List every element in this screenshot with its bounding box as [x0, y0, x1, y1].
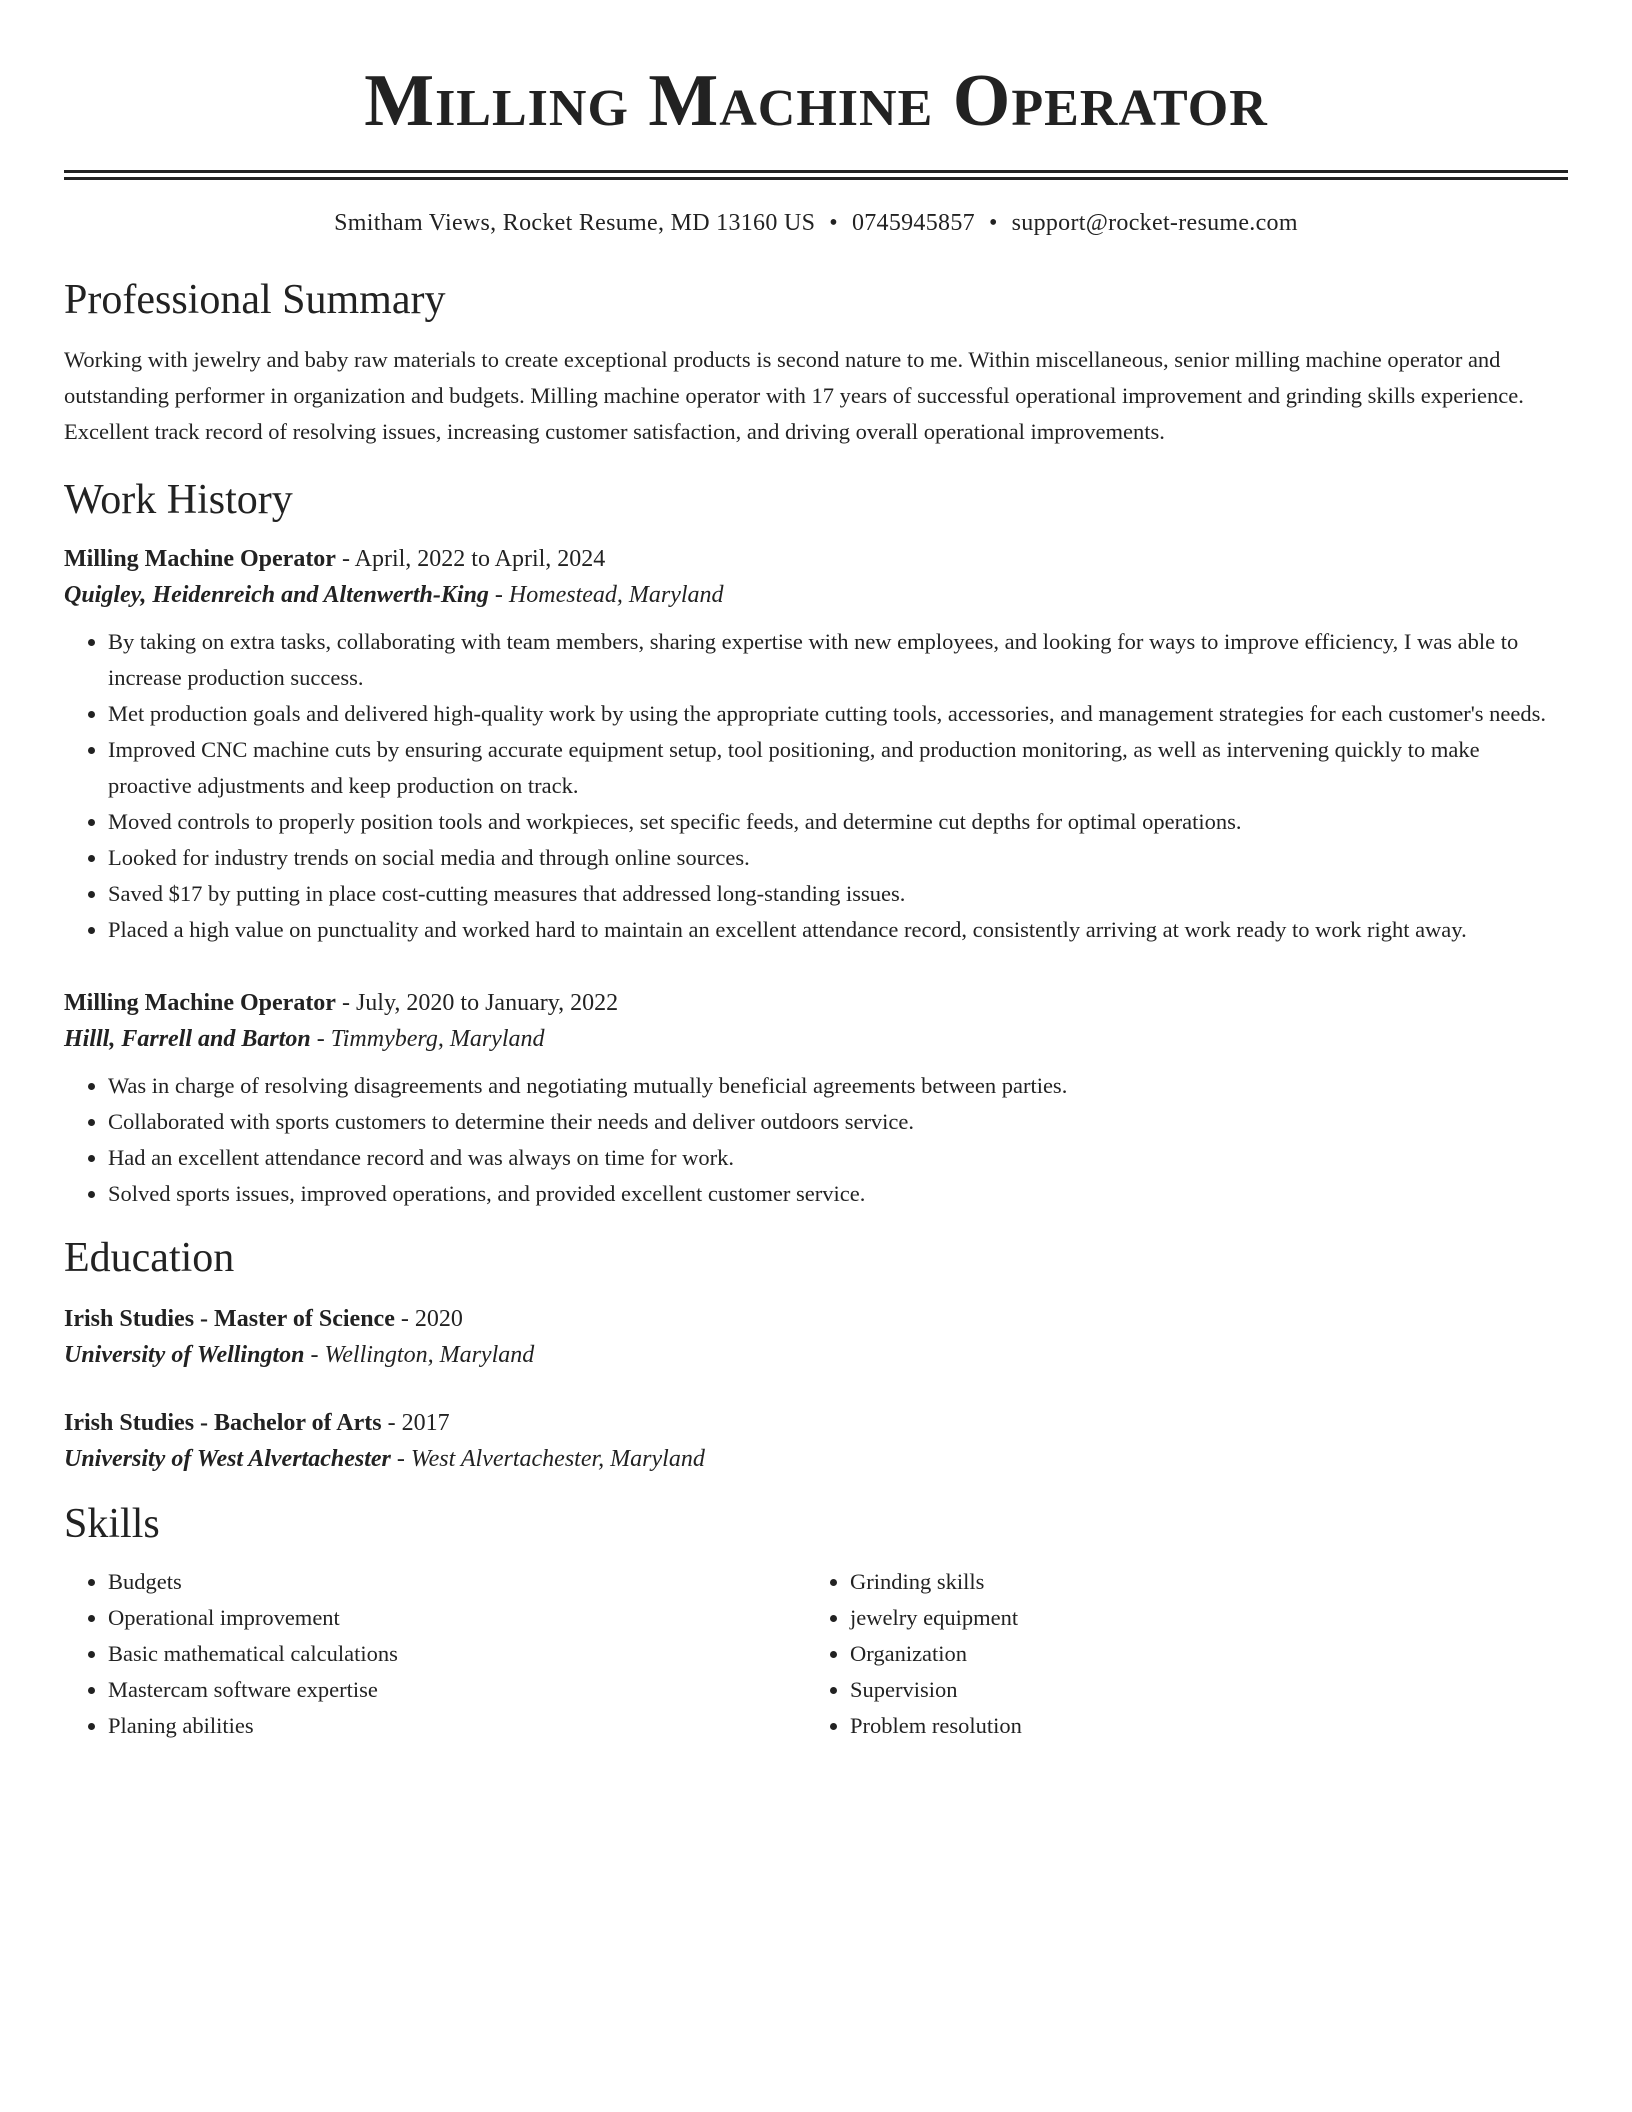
dash-separator: -	[335, 546, 355, 572]
skills-column-left	[64, 1564, 806, 1744]
job-location: Timmyberg, Maryland	[330, 1026, 545, 1052]
skill-item: • Grinding skills	[850, 1564, 1548, 1600]
skill-item: • Problem resolution	[850, 1708, 1548, 1744]
dash-separator: -	[381, 1410, 402, 1436]
job-company: Quigley, Heidenreich and Altenwerth-King	[64, 582, 489, 608]
education-degree: Irish Studies - Master of Science	[64, 1306, 395, 1332]
education-degree: Irish Studies - Bachelor of Arts	[64, 1410, 382, 1436]
education-school: University of West Alvertachester	[64, 1446, 391, 1472]
dash-separator: -	[304, 1342, 325, 1368]
dash-separator: -	[335, 990, 356, 1016]
title-divider	[64, 170, 1568, 180]
job-title: Milling Machine Operator	[64, 546, 336, 572]
dash-separator: -	[488, 582, 509, 608]
skills-grid	[64, 1564, 1568, 1744]
job-bullet: • Looked for industry trends on social media and through online sources.	[108, 840, 1568, 876]
education-location: West Alvertachester, Maryland	[410, 1446, 705, 1472]
education-year: 2020	[414, 1306, 463, 1332]
job-dates: April, 2022 to April, 2024	[354, 546, 606, 572]
dash-separator: -	[394, 1306, 415, 1332]
skills-column-right	[806, 1564, 1548, 1744]
contact-email: support@rocket-resume.com	[1011, 210, 1298, 236]
job-bullet: • Solved sports issues, improved operations, and provided excellent customer service.	[108, 1176, 1568, 1212]
skills-heading: Skills	[64, 1501, 160, 1547]
job-location: Homestead, Maryland	[508, 582, 724, 608]
dash-separator: -	[310, 1026, 331, 1052]
contact-separator: •	[988, 210, 998, 236]
contact-phone: 0745945857	[851, 210, 975, 236]
contact-separator: •	[829, 210, 838, 236]
skill-item: • Basic mathematical calculations	[108, 1636, 806, 1672]
education-year: 2017	[401, 1410, 450, 1436]
contact-address: Smitham Views, Rocket Resume, MD 13160 US	[334, 210, 816, 236]
contact-line	[64, 208, 1568, 238]
skill-item: • Budgets	[108, 1564, 806, 1600]
job-bullet: • Collaborated with sports customers to determine their needs and deliver outdoors service.	[108, 1104, 1568, 1140]
summary-text: Working with jewelry and baby raw materials to create exceptional products is second nature to me. Within miscellaneous, senior milling machine operator and outstanding performer in organization and budgets. Milling machine operator with 17 years of successful operational improvement and grinding skills experience. Excellent track record of resolving issues, increasing customer satisfaction, and driving overall operational improvements.	[64, 347, 1524, 444]
resume-title: Milling Machine Operator	[364, 60, 1268, 142]
skills-list	[64, 1564, 806, 1744]
education-school-line	[64, 1440, 1568, 1478]
skill-item: • jewelry equipment	[850, 1600, 1548, 1636]
education-location: Wellington, Maryland	[324, 1342, 535, 1368]
job-bullet: • Had an excellent attendance record and was always on time for work.	[108, 1140, 1568, 1176]
job-title-line	[64, 542, 1568, 576]
job-title: Milling Machine Operator	[64, 990, 336, 1016]
skill-item: • Planing abilities	[108, 1708, 806, 1744]
job-employer-line	[64, 576, 1568, 614]
education-degree-line	[64, 1302, 1568, 1336]
education-school: University of Wellington	[64, 1342, 305, 1368]
job-bullet: • Improved CNC machine cuts by ensuring accurate equipment setup, tool positioning, and production monitoring, as well as intervening quickly to make proactive adjustments and keep production on track.	[108, 732, 1568, 804]
summary-heading: Professional Summary	[64, 277, 446, 323]
job-bullet: • Met production goals and delivered high-quality work by using the appropriate cutting tools, accessories, and management strategies for each customer's needs.	[108, 696, 1568, 732]
job-employer-line	[64, 1020, 1568, 1058]
job-company: Hilll, Farrell and Barton	[64, 1026, 311, 1052]
job-bullet-list	[64, 624, 1568, 948]
skill-item: • Mastercam software expertise	[108, 1672, 806, 1708]
education-heading: Education	[64, 1235, 235, 1281]
dash-separator: -	[390, 1446, 411, 1472]
job-dates: July, 2020 to January, 2022	[355, 990, 619, 1016]
job-bullet: • Placed a high value on punctuality and worked hard to maintain an excellent attendance record, consistently arriving at work ready to work right away.	[108, 912, 1568, 948]
skill-item: • Supervision	[850, 1672, 1548, 1708]
job-title-line	[64, 986, 1568, 1020]
job-bullet: • Was in charge of resolving disagreements and negotiating mutually beneficial agreements between parties.	[108, 1068, 1568, 1104]
education-school-line	[64, 1336, 1568, 1374]
skill-item: • Organization	[850, 1636, 1548, 1672]
job-bullet: • By taking on extra tasks, collaborating with team members, sharing expertise with new employees, and looking for ways to improve efficiency, I was able to increase production success.	[108, 624, 1568, 696]
education-degree-line	[64, 1406, 1568, 1440]
job-bullet: • Moved controls to properly position tools and workpieces, set specific feeds, and determine cut depths for optimal operations.	[108, 804, 1568, 840]
job-bullet-list	[64, 1068, 1568, 1212]
skill-item: • Operational improvement	[108, 1600, 806, 1636]
skills-list	[806, 1564, 1548, 1744]
job-bullet: • Saved $17 by putting in place cost-cutting measures that addressed long-standing issues.	[108, 876, 1568, 912]
work-history-heading: Work History	[64, 477, 293, 523]
